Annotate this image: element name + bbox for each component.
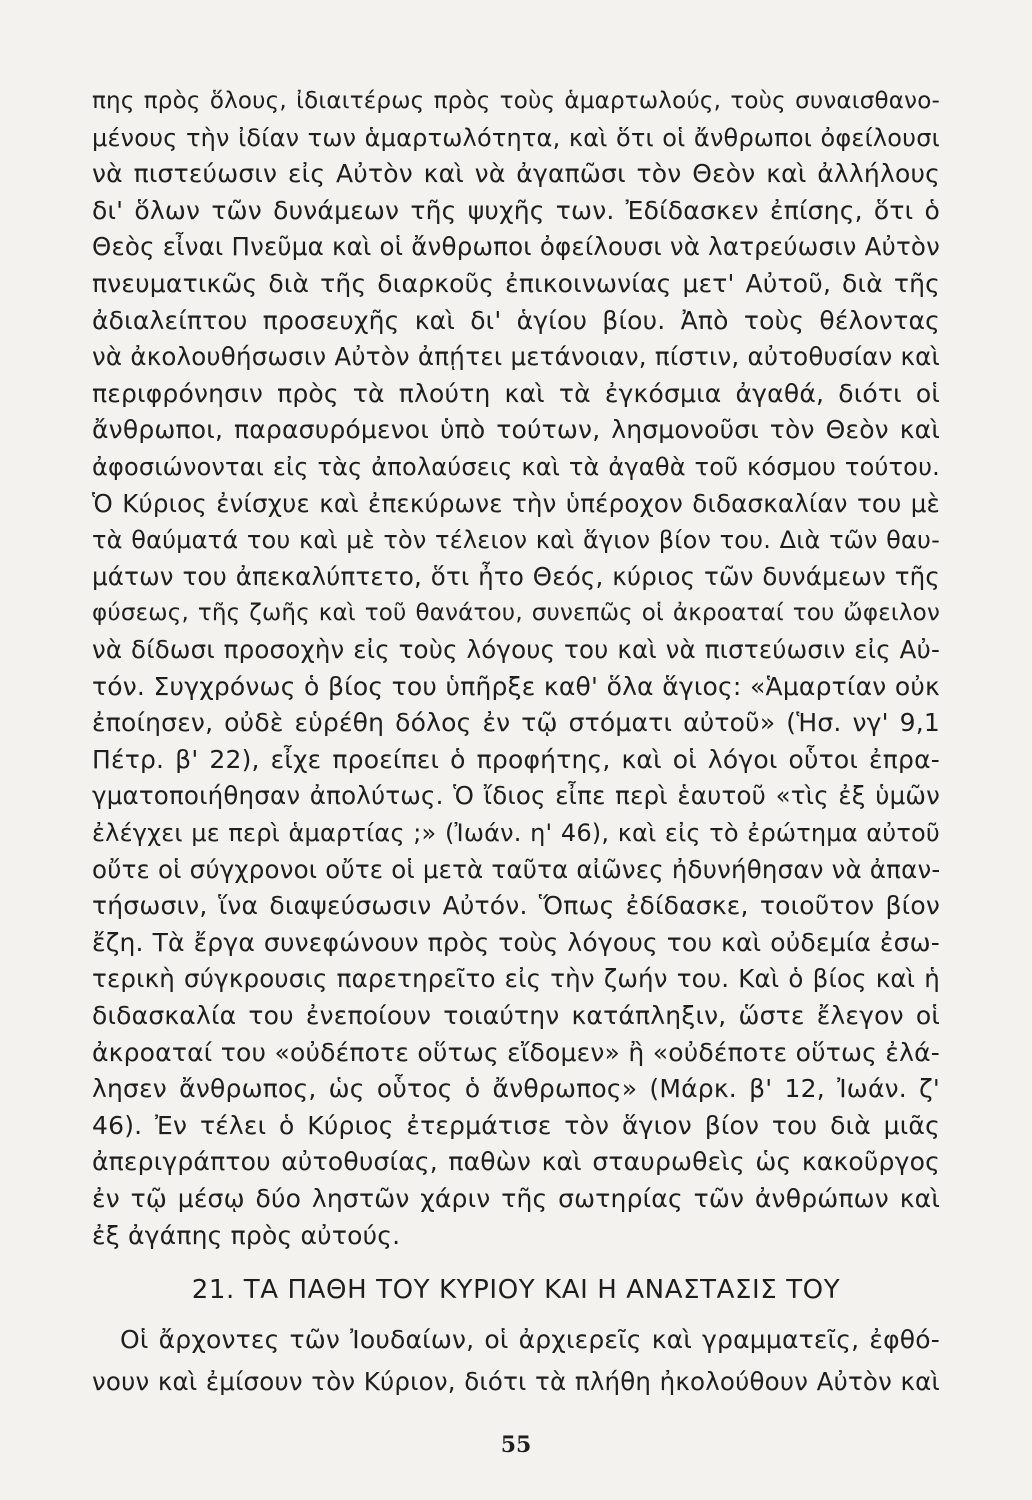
text-line: 46). Ἐν τέλει ὁ Κύριος ἐτερμάτισε τὸν ἅγιον βίον του διὰ μιᾶς xyxy=(92,1110,940,1140)
text-line: ἔζη. Τὰ ἔργα συνεφώνουν πρὸς τοὺς λόγους του καὶ οὐδεμία ἐσω- xyxy=(92,927,940,957)
text-line: πνευματικῶς διὰ τῆς διαρκοῦς ἐπικοινωνίας μετ' Αὐτοῦ, διὰ τῆς xyxy=(92,269,940,298)
text-line: Ὁ Κύριος ἐνίσχυε καὶ ἐπεκύρωνε τὴν ὑπέροχον διδασκαλίαν του μὲ xyxy=(92,488,940,518)
text-line: Θεὸς εἶναι Πνεῦμα καὶ οἱ ἄνθρωποι ὀφείλουσι νὰ λατρεύωσιν Αὐτὸν xyxy=(92,232,940,262)
text-line: οὔτε οἱ σύγχρονοι οὔτε οἱ μετὰ ταῦτα αἰῶνες ἠδυνήθησαν νὰ ἀπαν- xyxy=(92,854,941,884)
text-line: Πέτρ. β' 22), εἶχε προείπει ὁ προφήτης, καὶ οἱ λόγοι οὗτοι ἐπρα- xyxy=(92,744,940,774)
text-line: μένους τὴν ἰδίαν των ἁμαρτωλότητα, καὶ ὅτι οἱ ἄνθρωποι ὀφείλουσι xyxy=(92,123,940,152)
page-number: 55 xyxy=(500,1432,532,1458)
text-line: ἀπεριγράπτου αὐτοθυσίας, παθὼν καὶ σταυρωθεὶς ὡς κακοῦργος xyxy=(92,1147,940,1177)
text-line: λησεν ἄνθρωπος, ὡς οὗτος ὁ ἄνθρωπος» (Μάρκ. β' 12, Ἰωάν. ζ' xyxy=(92,1074,940,1104)
text-line: νὰ πιστεύωσιν εἰς Αὐτὸν καὶ νὰ ἀγαπῶσι τὸν Θεὸν καὶ ἀλλήλους xyxy=(92,159,940,189)
text-line: νουν καὶ ἐμίσουν τὸν Κύριον, διότι τὰ πλήθη ἠκολούθουν Αὐτὸν καὶ xyxy=(92,1367,940,1396)
text-line: γματοποιήθησαν ἀπολύτως. Ὁ ἴδιος εἶπε περὶ ἑαυτοῦ «τὶς ἐξ ὑμῶν xyxy=(92,781,940,811)
text-line: τήσωσιν, ἵνα διαψεύσωσιν Αὐτόν. Ὅπως ἐδίδασκε, τοιοῦτον βίον xyxy=(92,891,940,921)
text-line: τὰ θαύματά του καὶ μὲ τὸν τέλειον καὶ ἅγιον βίον του. Διὰ τῶν θαυ- xyxy=(92,526,940,555)
text-line: νὰ δίδωσι προσοχὴν εἰς τοὺς λόγους του καὶ νὰ πιστεύωσιν εἰς Αὐ- xyxy=(92,635,940,664)
text-line: μάτων του ἀπεκαλύπτετο, ὅτι ἦτο Θεός, κύριος τῶν δυνάμεων τῆς xyxy=(92,561,940,591)
text-line: τόν. Συγχρόνως ὁ βίος του ὑπῆρξε καθ' ὅλα ἅγιος: «Ἁμαρτίαν οὐκ xyxy=(92,671,940,701)
section-heading: 21. ΤΑ ΠΑΘΗ ΤΟΥ ΚΥΡΙΟΥ ΚΑΙ Η ΑΝΑΣΤΑΣΙΣ ΤΟΥ xyxy=(191,1275,841,1305)
text-line: ἐξ ἀγάπης πρὸς αὐτούς. xyxy=(92,1220,401,1250)
text-line: ἀκροαταί του «οὐδέποτε οὕτως εἴδομεν» ἢ «οὐδέποτε οὕτως ἐλά- xyxy=(92,1037,940,1067)
text-line: ἐλέγχει με περὶ ἁμαρτίας ;» (Ἰωάν. η' 46), καὶ εἰς τὸ ἐρώτημα αὐτοῦ xyxy=(92,819,940,847)
text-line: πης πρὸς ὅλους, ἰδιαιτέρως πρὸς τοὺς ἁμαρτωλούς, τοὺς συναισθανο- xyxy=(92,88,940,114)
text-line: φύσεως, τῆς ζωῆς καὶ τοῦ θανάτου, συνεπῶς οἱ ἀκροαταί του ὤφειλον xyxy=(92,600,940,627)
text-line: ἀφοσιώνονται εἰς τὰς ἀπολαύσεις καὶ τὰ ἀγαθὰ τοῦ κόσμου τούτου. xyxy=(92,453,940,481)
text-line: περιφρόνησιν πρὸς τὰ πλούτη καὶ τὰ ἐγκόσμια ἀγαθά, διότι οἱ xyxy=(92,378,940,408)
text-line: ἄνθρωποι, παρασυρόμενοι ὑπὸ τούτων, λησμονοῦσι τὸν Θεὸν καὶ xyxy=(92,415,940,445)
text-line: ἐποίησεν, οὐδὲ εὑρέθη δόλος ἐν τῷ στόματι αὐτοῦ» (Ἡσ. νγ' 9,1 xyxy=(92,708,940,738)
text-line: Οἱ ἄρχοντες τῶν Ἰουδαίων, οἱ ἀρχιερεῖς καὶ γραμματεῖς, ἐφθό- xyxy=(120,1325,940,1354)
text-line: τερικὴ σύγκρουσις παρετηρεῖτο εἰς τὴν ζωήν του. Καὶ ὁ βίος καὶ ἡ xyxy=(92,964,940,994)
text-line: νὰ ἀκολουθήσωσιν Αὐτὸν ἀπῄτει μετάνοιαν, πίστιν, αὐτοθυσίαν καὶ xyxy=(92,342,940,372)
text-line: ἀδιαλείπτου προσευχῆς καὶ δι' ἁγίου βίου. Ἀπὸ τοὺς θέλοντας xyxy=(92,305,940,335)
text-line: ἐν τῷ μέσῳ δύο ληστῶν χάριν τῆς σωτηρίας τῶν ἀνθρώπων καὶ xyxy=(92,1184,940,1213)
text-line: δι' ὅλων τῶν δυνάμεων τῆς ψυχῆς των. Ἐδίδασκεν ἐπίσης, ὅτι ὁ xyxy=(92,195,940,225)
text-line: διδασκαλία του ἐνεποίουν τοιαύτην κατάπληξιν, ὥστε ἔλεγον οἱ xyxy=(92,1001,940,1030)
